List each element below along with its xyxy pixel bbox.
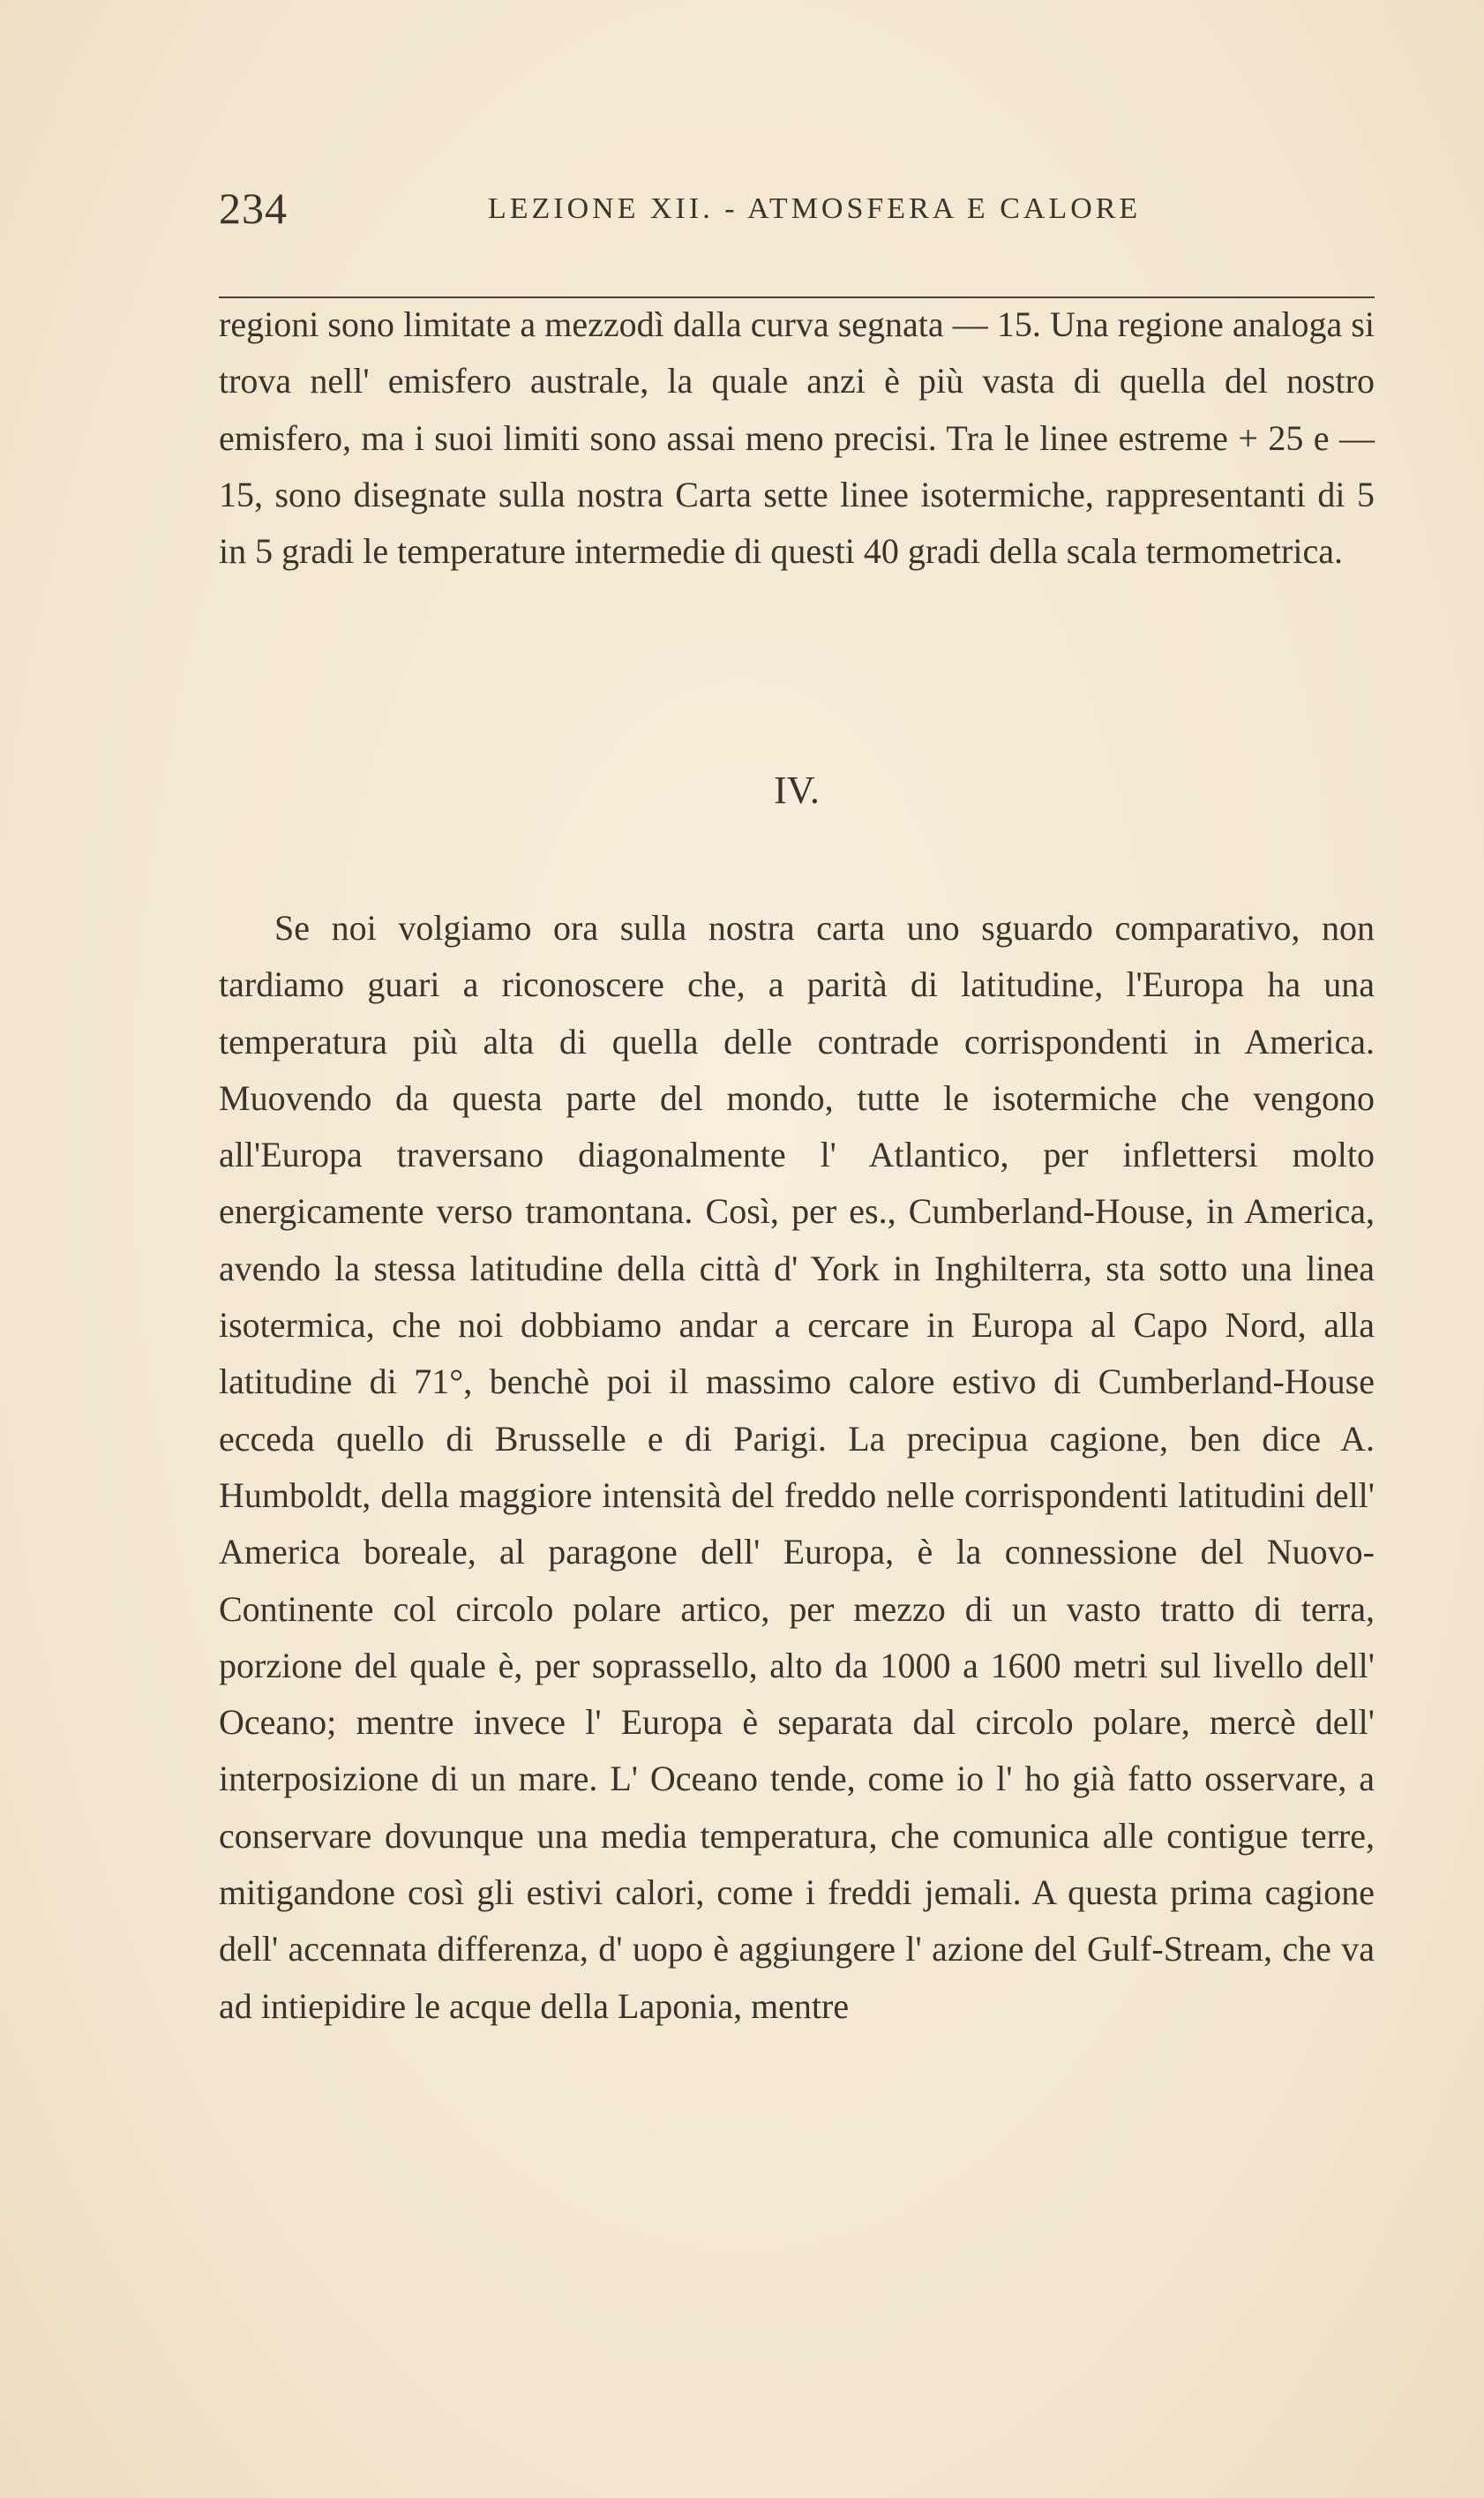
section-number: IV.: [774, 769, 820, 812]
paragraph: regioni sono limitate a mezzodì dalla curva segnata — 15. Una regione analoga si trova nell' emisfero australe, la quale anzi è più vasta di quella del nostro emisfero, ma i suoi limiti sono assai meno precisi. Tra le linee estreme + 25 e — 15, sono disegnate sulla nostra Carta sette linee isotermiche, rappresentanti di 5 in 5 gradi le temperature intermedie di questi 40 gradi della scala termometrica.: [219, 304, 1375, 572]
paragraph: Se noi volgiamo ora sulla nostra carta uno sguardo comparativo, non tardiamo guari a riconoscere che, a parità di latitudine, l'Europa ha una temperatura più alta di quella delle contrade corrispondenti in America. Muovendo da questa parte del mondo, tutte le isotermiche che vengono all'Europa traversano diagonalmente l' Atlantico, per inflettersi molto energicamente verso tramontana. Così, per es., Cumberland-House, in America, avendo la stessa latitudine della città d' York in Inghilterra, sta sotto una linea isotermica, che noi dobbiamo andar a cercare in Europa al Capo Nord, alla latitudine di 71°, benchè poi il massimo calore estivo di Cumberland-House ecceda quello di Brusselle e di Parigi. La precipua cagione, ben dice A. Humboldt, della maggiore intensità del freddo nelle corrispondenti latitudini dell' America boreale, al paragone dell' Europa, è la connessione del Nuovo-Continente col circolo polare artico, per mezzo di un vasto tratto di terra, porzione del quale è, per soprassello, alto da 1000 a 1600 metri sul livello dell' Oceano; mentre invece l' Europa è separata dal circolo polare, mercè dell' interposizione di un mare. L' Oceano tende, come io l' ho già fatto osservare, a conservare dovunque una media temperatura, che comunica alle contigue terre, mitigandone così gli estivi calori, come i freddi jemali. A questa prima cagione dell' accennata differenza, d' uopo è aggiungere l' azione del Gulf-Stream, che va ad intiepidire le acque della Laponia, mentre: [219, 908, 1375, 2026]
page-header: [219, 182, 1375, 235]
running-head: LEZIONE XII. - ATMOSFERA E CALORE: [488, 192, 1142, 225]
page-number: 234: [219, 184, 288, 233]
